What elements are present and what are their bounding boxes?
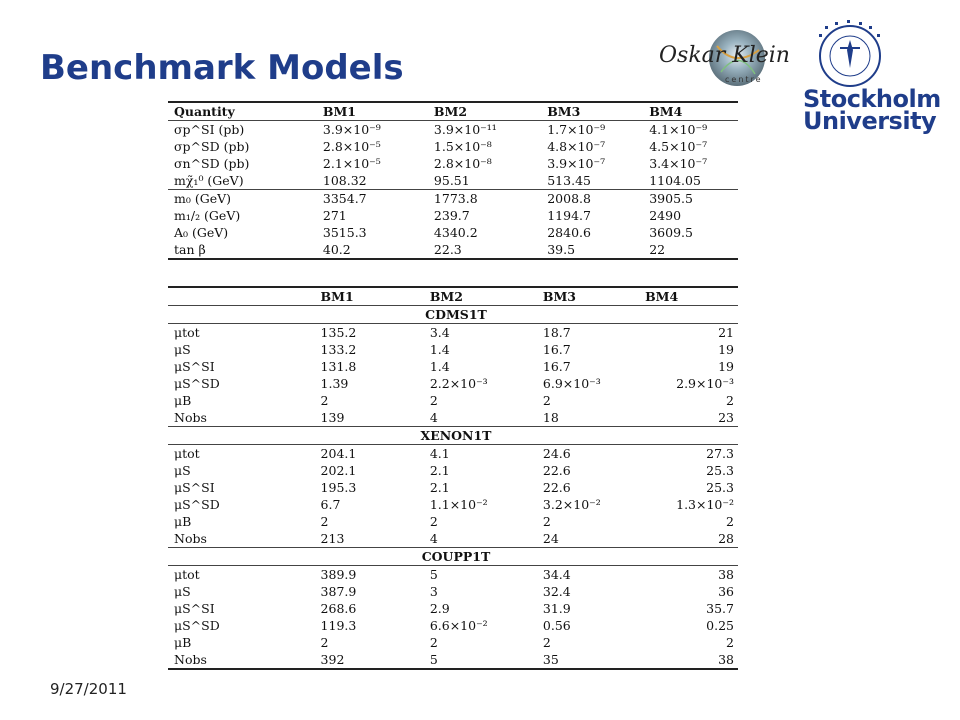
value-cell: 5 [424,651,537,669]
table-row [168,566,738,584]
row-label-cell: μS^SD [174,376,220,391]
detector-results-table [168,286,738,670]
value-cell: 22.3 [428,241,541,259]
value-cell: 2840.6 [547,225,591,240]
value-cell: 2 [429,393,438,408]
header-cell: BM3 [541,102,643,121]
value-cell: 4.8×10⁻⁷ [547,139,606,154]
row-label-cell: m₁/₂ (GeV) [174,208,241,223]
value-cell: 139 [320,410,345,425]
value-cell: 387.9 [320,584,357,599]
value-cell: 3354.7 [322,191,367,206]
row-label-cell: σp^SI (pb) [174,122,245,137]
value-cell: 1.4 [429,342,450,357]
header-cell [168,287,315,306]
value-cell: 1.3×10⁻² [676,497,734,512]
table-row [168,462,738,479]
row-label-cell: μtot [174,325,200,340]
value-cell: 2.8×10⁻⁸ [433,156,492,171]
table-row [168,583,738,600]
value-cell: 23 [718,410,734,425]
value-cell: 1.7×10⁻⁹ [547,122,606,137]
value-cell: 131.8 [320,359,357,374]
value-cell: 2.1×10⁻⁵ [322,156,381,171]
table-row [168,634,738,651]
value-cell: 2.9×10⁻³ [676,376,734,391]
value-cell: 239.7 [433,208,470,223]
value-cell: 2.9 [429,601,450,616]
section-title-row [168,306,738,324]
table-row [168,617,738,634]
row-label-cell: μtot [174,567,200,582]
value-cell: 6.9×10⁻³ [542,376,601,391]
table-row [168,358,738,375]
value-cell: 135.2 [320,325,357,340]
value-cell: 18.7 [542,325,571,340]
value-cell: 2 [320,393,329,408]
value-cell: 3 [429,584,438,599]
value-cell: 2.1 [429,480,450,495]
value-cell: 19 [718,342,734,357]
row-label-cell: μS [174,342,191,357]
value-cell: 119.3 [320,618,357,633]
value-cell: 2 [726,635,734,650]
value-cell: 35.7 [706,601,734,616]
table-row [168,121,738,139]
value-cell: 3609.5 [649,225,693,240]
oskar-klein-centre-logo [655,28,815,92]
value-cell: 3905.5 [649,191,693,206]
value-cell: 4340.2 [433,225,478,240]
row-label-cell: Nobs [168,651,315,669]
value-cell: 40.2 [317,241,428,259]
value-cell: 513.45 [541,172,643,190]
value-cell: 389.9 [320,567,357,582]
table-row [168,324,738,342]
table-row [168,207,738,224]
header-cell: BM4 [639,287,738,306]
value-cell: 22 [643,241,738,259]
table-header-row [168,102,738,121]
value-cell: 202.1 [320,463,357,478]
value-cell: 5 [429,567,438,582]
row-label-cell: μB [174,514,192,529]
section-title: XENON1T [168,427,738,445]
row-label-cell: σn^SD (pb) [174,156,250,171]
table-row [168,496,738,513]
value-cell: 1104.05 [643,172,738,190]
value-cell: 22.6 [542,480,571,495]
section-title: CDMS1T [168,306,738,324]
header-cell: Quantity [168,102,317,121]
value-cell: 4.5×10⁻⁷ [649,139,708,154]
value-cell: 35 [537,651,639,669]
value-cell: 2 [542,635,551,650]
value-cell: 3.9×10⁻¹¹ [433,122,497,137]
value-cell: 2.1 [429,463,450,478]
row-label-cell: σp^SD (pb) [174,139,250,154]
value-cell: 1.5×10⁻⁸ [433,139,492,154]
university-name: Stockholm University [803,85,941,135]
value-cell: 2 [726,393,734,408]
value-cell: 1773.8 [433,191,478,206]
row-label-cell: μB [174,635,192,650]
table-header-row [168,287,738,306]
value-cell: 2490 [649,208,682,223]
value-cell: 4 [429,410,438,425]
svg-text:centre: centre [725,75,763,84]
value-cell: 31.9 [542,601,571,616]
value-cell: 21 [718,325,734,340]
value-cell: 2.8×10⁻⁵ [322,139,381,154]
value-cell: 2 [726,514,734,529]
header-cell: BM1 [317,102,428,121]
value-cell: 2 [320,635,329,650]
table-row [168,392,738,409]
table-row [168,224,738,241]
value-cell: 3.4 [429,325,450,340]
value-cell: 24 [542,531,559,546]
value-cell: 39.5 [541,241,643,259]
value-cell: 204.1 [320,446,357,461]
value-cell: 1.1×10⁻² [429,497,488,512]
value-cell: 2 [320,514,329,529]
table-row [168,138,738,155]
table-row [168,479,738,496]
svg-text:Oskar Klein: Oskar Klein [659,43,790,68]
value-cell: 1.4 [429,359,450,374]
value-cell: 38 [718,567,734,582]
row-label-cell: m₀ (GeV) [174,191,232,206]
value-cell: 6.6×10⁻² [429,618,488,633]
table-row [168,341,738,358]
header-cell: BM4 [643,102,738,121]
value-cell: 2 [429,635,438,650]
table-row [168,375,738,392]
row-label-cell: tan β [168,241,317,259]
value-cell: 268.6 [320,601,357,616]
value-cell: 195.3 [320,480,357,495]
value-cell: 1194.7 [547,208,591,223]
value-cell: 16.7 [542,359,571,374]
row-label-cell: μS^SI [174,601,215,616]
value-cell: 28 [718,531,734,546]
value-cell: 4.1×10⁻⁹ [649,122,708,137]
value-cell: 3.2×10⁻² [542,497,601,512]
table-row [168,241,738,259]
value-cell: 392 [315,651,424,669]
value-cell: 2 [429,514,438,529]
table-row [168,155,738,172]
value-cell: 133.2 [320,342,357,357]
row-label-cell: μS [174,584,191,599]
table-row [168,445,738,463]
value-cell: 38 [639,651,738,669]
row-label-cell: μB [174,393,192,408]
value-cell: 2.2×10⁻³ [429,376,488,391]
value-cell: 3.9×10⁻⁷ [547,156,606,171]
row-label-cell: μS^SD [174,618,220,633]
value-cell: 271 [322,208,347,223]
value-cell: 4.1 [429,446,450,461]
value-cell: 34.4 [542,567,571,582]
row-label-cell: Nobs [174,410,207,425]
row-label-cell: μS^SI [174,359,215,374]
table-row [168,190,738,208]
table-row [168,172,738,190]
value-cell: 108.32 [317,172,428,190]
value-cell: 6.7 [320,497,341,512]
row-label-cell: mχ̃₁⁰ (GeV) [168,172,317,190]
row-label-cell: A₀ (GeV) [174,225,229,240]
value-cell: 2008.8 [547,191,591,206]
value-cell: 18 [542,410,559,425]
section-title-row [168,548,738,566]
header-cell: BM2 [428,102,541,121]
value-cell: 19 [718,359,734,374]
table-row [168,530,738,548]
row-label-cell: μS^SI [174,480,215,495]
table-row [168,600,738,617]
value-cell: 213 [320,531,345,546]
value-cell: 36 [718,584,734,599]
value-cell: 16.7 [542,342,571,357]
value-cell: 3.9×10⁻⁹ [322,122,381,137]
value-cell: 27.3 [706,446,734,461]
header-cell: BM2 [424,287,537,306]
value-cell: 0.25 [706,618,734,633]
slide-date: 9/27/2011 [50,680,127,698]
header-cell: BM1 [315,287,424,306]
value-cell: 24.6 [542,446,571,461]
row-label-cell: μS^SD [174,497,220,512]
value-cell: 32.4 [542,584,571,599]
value-cell: 95.51 [428,172,541,190]
value-cell: 25.3 [706,463,734,478]
value-cell: 3515.3 [322,225,367,240]
header-cell: BM3 [537,287,639,306]
value-cell: 22.6 [542,463,571,478]
row-label-cell: μS [174,463,191,478]
value-cell: 0.56 [542,618,571,633]
slide-title: Benchmark Models [40,48,404,88]
value-cell: 2 [542,514,551,529]
section-title-row [168,427,738,445]
value-cell: 3.4×10⁻⁷ [649,156,708,171]
table-row [168,409,738,427]
section-title: COUPP1T [168,548,738,566]
value-cell: 25.3 [706,480,734,495]
table-row [168,513,738,530]
value-cell: 2 [542,393,551,408]
value-cell: 1.39 [320,376,349,391]
benchmark-parameters-table [168,101,738,260]
row-label-cell: μtot [174,446,200,461]
table-row [168,651,738,669]
row-label-cell: Nobs [174,531,207,546]
value-cell: 4 [429,531,438,546]
